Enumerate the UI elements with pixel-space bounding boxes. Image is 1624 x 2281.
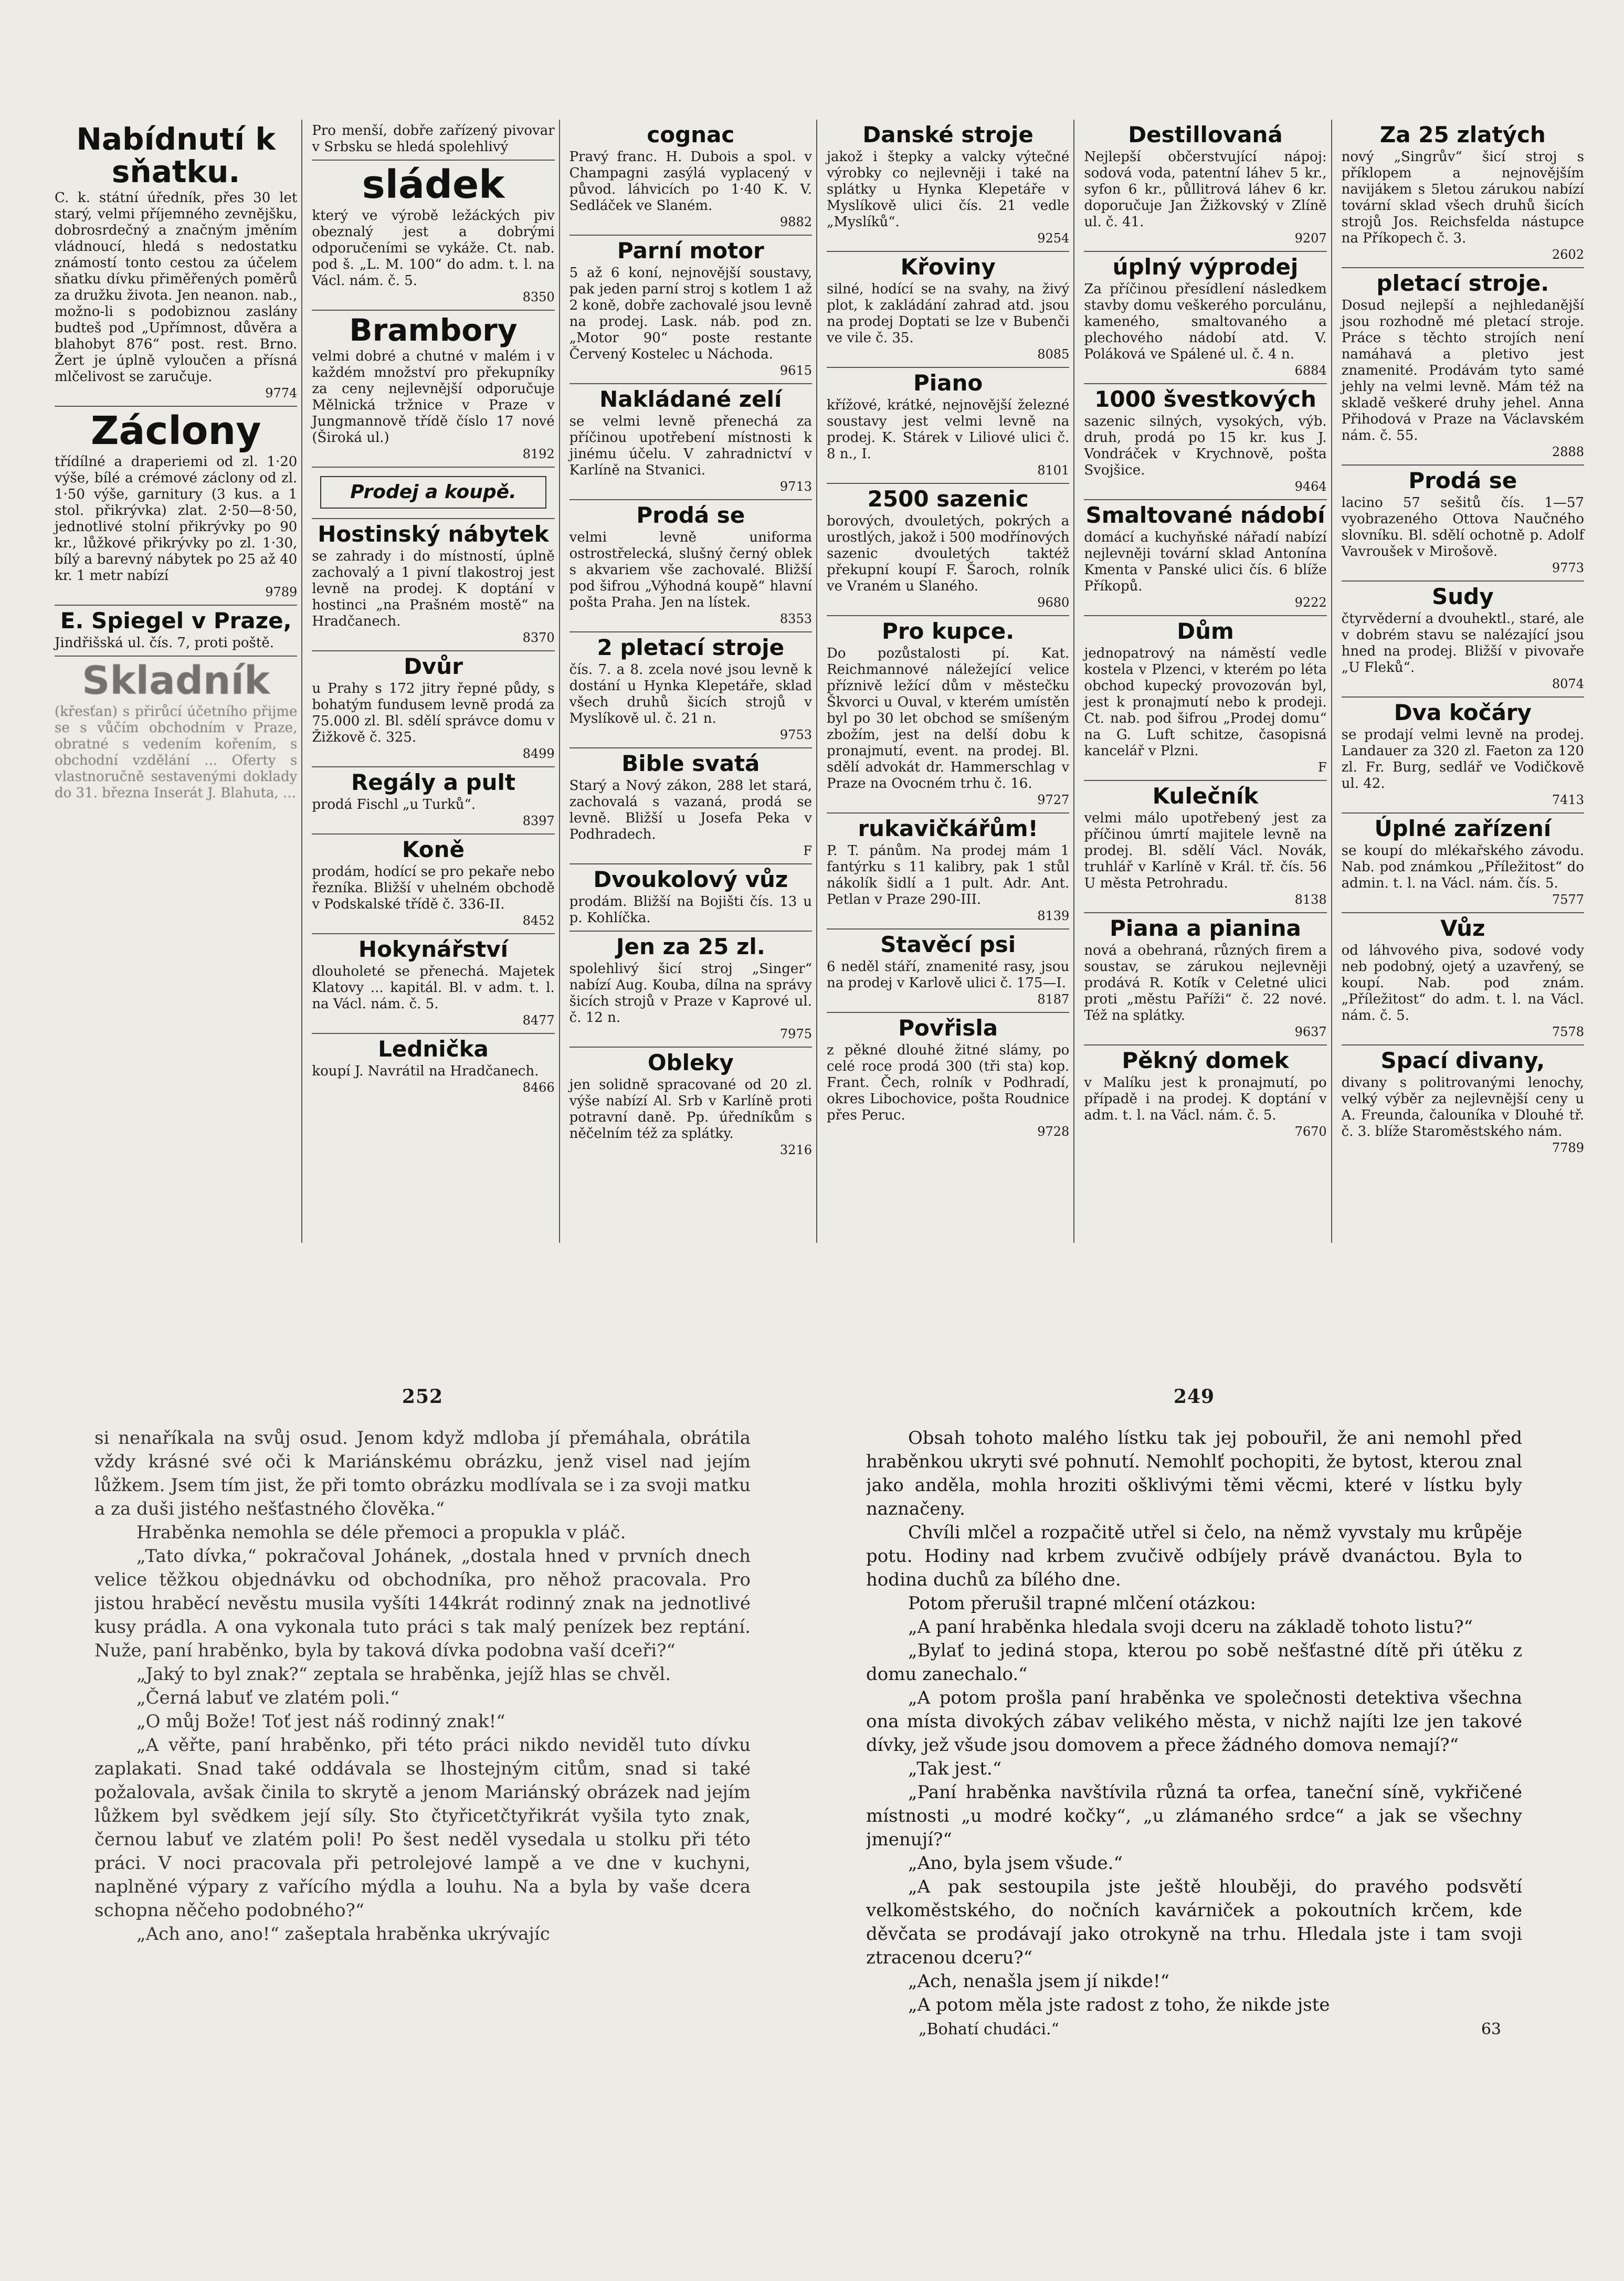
ad-number: 9680 (1037, 595, 1070, 610)
ad-number: 8350 (522, 290, 555, 304)
ad-number: 8101 (1037, 463, 1070, 478)
classified-ad (312, 767, 554, 835)
ad-headline: Prodej a koupě. (320, 476, 546, 509)
classified-ad (55, 657, 297, 806)
ad-body: který ve výrobě ležáckých piv obeznalý jest a dobrými odporučeními se vykáže. Ct. nab. pod š. „L. M. 100“ do adm. t. l. na Václ. nám. č. 5. (312, 208, 555, 289)
ad-number: 3216 (779, 1143, 812, 1157)
ad-number: 8085 (1037, 347, 1070, 362)
paragraph: Potom přerušil trapné mlčení otázkou: (908, 1593, 1256, 1614)
right-page-text (866, 1427, 1522, 2017)
paragraph: „Paní hraběnka navštívila různá ta orfea, taneční síně, vykřičené místnosti „u modré kočky“, „u zlámaného srdce“ a jak se všechny jmenují?“ (866, 1782, 1522, 1850)
classified-ad (312, 120, 554, 161)
ad-headline: Pěkný domek (1122, 1048, 1289, 1073)
ad-body: se zahrady i do místností, úplně zachovalý a 1 pivní tlakostroj jest levně na prodej. K doptání v hostinci „na Prašném mostě“ na Hradčanech. (312, 548, 555, 629)
ad-body: borových, dvouletých, pokrých a urostlých, jakož i 500 modřínových sazenic dvouletých taktéž překupní koupí F. Šaroch, rolník ve Vraném u Slaného. (826, 513, 1070, 594)
classified-ad (1342, 582, 1584, 698)
page-number-right: 249 (1173, 1386, 1215, 1408)
ad-column (822, 120, 1074, 1243)
ad-headline: Regály a pult (351, 769, 515, 795)
classified-ad (55, 120, 297, 407)
ad-number: 9222 (1294, 595, 1327, 610)
ad-number: 9464 (1294, 479, 1327, 494)
ad-body: koupí J. Navrátil na Hradčanech. (312, 1063, 539, 1079)
classified-ad (827, 484, 1069, 616)
classified-ad (827, 930, 1069, 1013)
ad-body: domácí a kuchyňské nářadí nabízí nejlevněji tovární sklad Antonína Kmenta v Panské ulici čís. 6 blíže Příkopů. (1084, 530, 1327, 594)
ad-body: Pro menší, dobře zařízený pivovar v Srbsku se hledá spolehlivý (312, 123, 555, 155)
paragraph: „Ano, byla jsem všude.“ (908, 1853, 1123, 1874)
ad-number: 8139 (1037, 909, 1070, 923)
classified-ad (55, 606, 297, 657)
ad-headline: Obleky (647, 1050, 734, 1075)
classified-ad (827, 814, 1069, 930)
left-page-text (94, 1427, 751, 1946)
paragraph: si nenaříkala na svůj osud. Jenom když mdloba jí přemáhala, obrátila vždy krásné své oči k Mariánskému obrázku, jenž visel nad jejím lůžkem. Jsem tím jist, že při tomto obrázku modlívala se i za svoji matku a za duši jistého nešťastného člověka.“ (94, 1428, 751, 1519)
ad-headline: Záclony (90, 408, 261, 453)
ad-body: 5 až 6 koní, nejnovější soustavy, pak jeden parní stroj s kotlem 1 až 2 koně, dobře zachovalé jsou levně na prodej. Lask. náb. pod zn. „Motor 90“ poste restante Červený Kostelec u Náchoda. (569, 265, 812, 362)
paragraph: „A potom měla jste radost z toho, že nikde jste (908, 1994, 1330, 2015)
classified-ad (570, 1048, 812, 1163)
ad-headline: Dvůr (404, 653, 463, 679)
ad-headline: Skladník (82, 658, 270, 703)
ad-body: Pravý franc. H. Dubois a spol. v Champagni zasýlá vyplacený v původ. láhvicích po 1·40 K. V. Sedláček ve Slaném. (569, 149, 812, 214)
classified-ad (1084, 120, 1326, 252)
classified-ad (570, 864, 812, 932)
classified-ad (827, 120, 1069, 252)
ad-number: 7578 (1552, 1025, 1584, 1039)
ad-number: 9773 (1552, 561, 1584, 575)
ad-headline: Stavěcí psi (880, 932, 1016, 957)
page-number-left: 252 (402, 1386, 444, 1408)
classified-ad (312, 1034, 554, 1100)
paragraph: „Tak jest.“ (908, 1758, 1002, 1779)
ad-column (1337, 120, 1588, 1243)
ad-body: silné, hodící se na svahy, na živý plot, k zakládání zahrad atd. jsou na prodej Doptati se lze v Bubenči ve vile č. 35. (826, 281, 1070, 346)
ad-body: (křesťan) s přirůcí účetního přijme se s vůčím obchodním v Praze, obratné s vedením kořením, s obchodní vzdělání ... Oferty s vlastnoručně sestavenými doklady do 31. března Inserát J. Blahuta, ... (55, 704, 298, 801)
ad-body: velmi málo upotřebený jest za příčinou úmrtí majitele levně na prodej. Bl. sdělí Václ. Novák, truhlář v Karlíně v Král. tř. čís. 56 U města Petrohradu. (1084, 810, 1327, 891)
ad-number: 7789 (1552, 1140, 1584, 1155)
classified-ad (312, 835, 554, 934)
ad-body: C. k. státní úředník, přes 30 let starý, velmi příjemného zevnějšku, dobrosrdečný a značným jměním vládnoucí, hledá s nedostatku známostí tonto cestou za účelem sňatku dívku přiměřených poměrů za družku života. Jen neanon. nab., možno-li s podobiznou zaslány budteš pod „Upřímnost, důvěra a blahobyt 876“ post. rest. Brno. Žert je úplně vyloučen a přísná mlčelivost se zaručuje. (55, 190, 298, 385)
ad-number: 7577 (1552, 892, 1584, 907)
ad-number: 2602 (1552, 247, 1584, 262)
ad-number: 7670 (1294, 1124, 1327, 1139)
ad-body: u Prahy s 172 jitry řepné půdy, s bohatým fundusem levně prodá za 75.000 zl. Bl. sdělí správce domu v Žižkově č. 325. (312, 681, 555, 745)
ad-headline: Jen za 25 zl. (616, 934, 765, 959)
paragraph: „Ach ano, ano!“ zašeptala hraběnka ukrývajíc (136, 1924, 550, 1945)
ad-headline: Dům (1177, 618, 1234, 644)
ad-body: nová a obehraná, různých firem a soustav, se zárukou nejlevněji prodává R. Kotík v Celetné ulici proti „městu Paříži“ č. 22 nové. Též na splátky. (1084, 943, 1327, 1023)
classified-ad (312, 519, 554, 651)
classified-ad (570, 632, 812, 748)
paragraph: Hraběnka nemohla se déle přemoci a propukla v pláč. (136, 1522, 626, 1543)
ad-headline: Dva kočáry (1394, 700, 1532, 725)
ad-body: velmi dobré a chutné v malém i v každém množství pro překupníky za ceny nejlevnější odporučuje Mělnická tržnice v Praze v Jungmannově třídě číslo 17 nové (Široká ul.) (312, 349, 555, 446)
ad-number: 9615 (779, 363, 812, 378)
ad-headline: Danské stroje (862, 122, 1034, 147)
ad-headline: Brambory (349, 312, 518, 348)
ad-number: 7413 (1552, 793, 1584, 807)
ad-number: 8477 (522, 1013, 555, 1028)
classified-ad (827, 368, 1069, 484)
footer-title: „Bohatí chudáci.“ (919, 2020, 1059, 2039)
classified-ad (1084, 252, 1326, 384)
ad-number: 9774 (265, 386, 298, 400)
paragraph: „O můj Bože! Toť jest náš rodinný znak!“ (136, 1711, 505, 1732)
classified-ad (1084, 500, 1326, 616)
ad-number: 8187 (1037, 992, 1070, 1007)
paragraph: Chvíli mlčel a rozpačitě utřel si čelo, na němž vyvstaly mu krůpěje potu. Hodiny nad krbem zvučivě odbíjely právě dvanáctou. Byla to hodina duchů za bílého dne. (866, 1522, 1522, 1590)
classified-ad (1342, 268, 1584, 466)
classified-ad (570, 384, 812, 500)
ad-headline: Bible svatá (621, 751, 760, 776)
ad-number: 8074 (1552, 677, 1584, 691)
ad-body: prodám. Bližší na Bojišti čís. 13 u p. Kohlíčka. (569, 894, 812, 926)
ad-number: 8353 (779, 611, 812, 626)
ad-headline: rukavičkářům! (858, 816, 1038, 841)
ad-headline: Nakládané zelí (599, 386, 782, 412)
paragraph: „Jaký to byl znak?“ zeptala se hraběnka, jejíž hlas se chvěl. (136, 1664, 671, 1685)
ad-body: čtyrvěderní a dvouhektl., staré, ale v dobrém stavu se nalézající jsou hned na prodej. Bližší v pivovaře „U Fleků“. (1341, 611, 1584, 675)
ad-headline: 2500 sazenic (867, 486, 1029, 512)
ad-headline: Lednička (378, 1036, 489, 1062)
ad-number: 9789 (265, 585, 298, 599)
ad-number: 8452 (522, 913, 555, 928)
ad-headline: Prodá se (1408, 468, 1517, 493)
book-pages (94, 1386, 1522, 2257)
ad-number: 9254 (1037, 231, 1070, 246)
ad-number: 9713 (779, 479, 812, 494)
classified-ad (827, 252, 1069, 368)
paragraph: „Bylať to jediná stopa, kterou po sobě nešťastné dítě při útěku z domu zanechalo.“ (866, 1640, 1522, 1685)
ad-headline: Koně (402, 837, 465, 862)
paragraph: „Černá labuť ve zlatém poli.“ (136, 1687, 399, 1708)
ad-body: spolehlivý šicí stroj „Singer“ nabízí Aug. Kouba, dílna na správy šicích strojů v Praze v Kaprové ul. č. 12 n. (569, 961, 812, 1026)
classified-ad (1084, 913, 1326, 1046)
classified-ad (312, 651, 554, 767)
ad-headline: Za 25 zlatých (1379, 122, 1546, 147)
ad-headline: Prodá se (636, 502, 745, 528)
ad-body: jen solidně spracované od 20 zl. výše nabízí Al. Srb v Karlíně proti potravní daně. Pp. úředníkům s něčelním též za splátky. (569, 1077, 812, 1142)
ad-headline: Křoviny (900, 254, 996, 280)
page-footer (866, 2020, 1522, 2039)
ad-number: 9728 (1037, 1124, 1070, 1139)
ad-column (308, 120, 560, 1243)
ad-headline: Vůz (1440, 915, 1485, 941)
ad-body: Starý a Nový zákon, 288 let stará, zachovalá s vazaná, prodá se levně. Bližší u Josefa Peka v Podhradech. (569, 778, 812, 842)
ad-body: křížové, krátké, nejnovější železné soustavy jest velmi levně na prodej. K. Stárek v Liliové ulici č. 8 n., I. (826, 397, 1070, 462)
ad-body: se koupí do mlékařského závodu. Nab. pod známkou „Příležitost“ do admin. t. l. na Václ. nám. čís. 5. (1341, 843, 1584, 891)
ad-body: čís. 7. a 8. zcela nové jsou levně k dostání u Hynka Klepetáře, sklad všech druhů šicích strojů v Myslíkově ul. č. 21 n. (569, 662, 812, 726)
ad-body: Za příčinou přesídlení následkem stavby domu veškerého porculánu, kameného, smaltovaného a plechového nádobí atd. V. Poláková ve Spálené ul. č. 4 n. (1084, 281, 1327, 362)
ad-body: prodám, hodící se pro pekaře nebo řezníka. Bližší v uhelném obchodě v Podskalské třídě č. 336-II. (312, 864, 555, 912)
ad-headline: 1000 švestkových (1094, 386, 1316, 412)
classified-ad (312, 161, 554, 311)
ad-body: Nejlepší občerstvující nápoj: sodová voda, patentní láhev 5 kr., syfon 6 kr., půllitrová láhev 6 kr. doporučuje Jan Žižkovský v Zlíně ul. č. 41. (1084, 149, 1327, 230)
ad-number: 6884 (1294, 363, 1327, 378)
ad-headline: Pro kupce. (882, 618, 1015, 644)
ad-headline: Povřisla (898, 1015, 998, 1041)
classified-ad (312, 468, 554, 519)
paragraph: Obsah tohoto malého lístku tak jej pobouřil, že ani nemohl před hraběnkou ukryti své pohnutí. Nemohlť pochopiti, že bytost, kterou znal jako anděla, mohla hroziti ošklivými těmi věcmi, které v lístku byly naznačeny. (866, 1428, 1522, 1519)
ad-body: sazenic silných, vysokých, výb. druh, prodá po 15 kr. kus J. Vondráček v Krychnově, pošta Svojšice. (1084, 414, 1327, 478)
classified-ad (1084, 384, 1326, 500)
ad-body: se velmi levně přenechá za příčinou upotřebení místnosti k jinému účelu. V zahradnictví v Karlíně na Stvanici. (569, 414, 812, 478)
ad-body: Jindřišská ul. čís. 7, proti poště. (55, 635, 274, 651)
classified-ad (55, 407, 297, 606)
ad-body: od láhvového piva, sodové vody neb podobný, ojetý a uzavřený, se koupí. Nab. pod znám. „Příležitost“ do adm. t. l. na Václ. nám. č. 5. (1341, 943, 1584, 1023)
ad-headline: E. Spiegel v Praze, (60, 608, 292, 633)
classified-ad (570, 236, 812, 384)
ad-headline: Piana a pianina (1110, 915, 1301, 941)
ad-headline: Kulečník (1152, 783, 1259, 809)
ad-headline: Spací divany, (1380, 1048, 1545, 1073)
ad-body: prodá Fischl „u Turků“. (312, 797, 476, 812)
paragraph: „Ach, nenašla jsem jí nikde!“ (908, 1971, 1169, 1992)
ad-headline: úplný výprodej (1112, 254, 1299, 280)
ad-number: F (1317, 760, 1327, 775)
ad-number: 8499 (522, 746, 555, 761)
classified-ad (570, 500, 812, 632)
ad-number: 8138 (1294, 892, 1327, 907)
ad-body: velmi levně uniforma ostrostřelecká, slušný černý oblek s akvariem vše zachovalé. Bližší pod šifrou „Výhodná koupě“ hlavní pošta Praha. Jen na lístek. (569, 530, 812, 610)
ad-headline: Parní motor (617, 238, 764, 263)
ad-body: v Malíku jest k pronajmutí, po případě i na prodej. K doptání v adm. t. l. na Václ. nám. č. 5. (1084, 1075, 1327, 1123)
ad-body: dlouholeté se přenechá. Majetek Klatovy ... kapitál. Bl. v adm. t. l. na Václ. nám. č. 5. (312, 964, 555, 1012)
ad-body: z pěkné dlouhé žitné slámy, po celé roce prodá 300 (tři sta) kop. Frant. Čech, rolník v Podhradí, okres Libochovice, pošta Roudnice přes Peruc. (826, 1042, 1070, 1123)
ad-number: 9207 (1294, 231, 1327, 246)
ad-body: jakož i štepky a valcky výtečné výrobky co nejlevněji i také na splátky u Hynka Klepetáře v Myslíkově ulici čís. 21 vedle „Myslíků“. (826, 149, 1070, 230)
ad-number: F (803, 843, 812, 858)
ad-number: 9753 (779, 727, 812, 742)
ad-body: Do pozůstalosti pí. Kat. Reichmannové náležející velice příznivě ležící dům v městečku Škvorci u Ouval, v kterém umístěn byl po 30 let obchod se smíšeným zbožím, jest na delší dobu k pronajmutí, event. na prodej. Bl. sdělí advokát dr. Hammerschlag v Praze na Ovocném trhu č. 16. (826, 646, 1070, 791)
ad-body: třídílné a draperiemi od zl. 1·20 výše, bílé a crémové záclony od zl. 1·50 výše, garnitury (3 kus. a 1 stol. přikrývka) zlat. 2·50—8·50, jednotlivé stolní přikrývky po 90 kr., lůžkové přikrývky po zl. 1·30, bílý a barevný nábytek po 25 až 40 kr. 1 metr nabízí (55, 454, 298, 584)
ad-number: 8192 (522, 447, 555, 461)
ad-headline: cognac (647, 122, 735, 147)
ad-body: Dosud nejlepší a nejhledanější jsou rozhodně mé pletací stroje. Práce s těchto strojích není namáhavá a pletivo jest znamenité. Prodávám tyto samé jehly na velmi levně. Mám též na skladě veškeré druhy jehel. Anna Přihodová v Praze na Václavském nám. č. 55. (1341, 298, 1584, 443)
ad-headline: Dvoukolový vůz (593, 867, 788, 892)
classified-ad (1342, 913, 1584, 1046)
ad-number: 9882 (779, 215, 812, 229)
ad-column (565, 120, 817, 1243)
footer-signature: 63 (1481, 2020, 1501, 2039)
classified-ad (827, 1013, 1069, 1144)
classified-ad (1084, 616, 1326, 781)
ad-column (50, 120, 302, 1243)
ad-body: divany s politrovanými lenochy, velký výběr za nejlevnější ceny u A. Freunda, čalouníka v Dlouhé tř. č. 3. blíže Staroměstského nám. (1341, 1075, 1584, 1139)
ad-headline: sládek (362, 162, 505, 207)
ad-number: 8397 (522, 814, 555, 828)
ad-body: P. T. pánům. Na prodej mám 1 fantýrku s 11 kalibry, pak 1 stůl nákolík šidlí a 1 pult. Adr. Ant. Petlan v Praze 290-III. (826, 843, 1070, 907)
ad-number: 9637 (1294, 1025, 1327, 1039)
ad-headline: Smaltované nádobí (1085, 502, 1325, 528)
paragraph: „A pak sestoupila jste ještě hlouběji, do pravého podsvětí velkoměstského, do nočních kavárniček a pokoutních krčem, kde děvčata se prodávají jako otrokyně na trhu. Hledala jste i tam svoji ztracenou dceru?“ (866, 1876, 1522, 1968)
classified-ad (312, 934, 554, 1034)
ad-headline: Sudy (1432, 584, 1494, 609)
ad-number: 9727 (1037, 793, 1070, 807)
classified-ad (570, 932, 812, 1048)
ad-headline: Destillovaná (1128, 122, 1283, 147)
classified-ad (1342, 1046, 1584, 1160)
ad-body: se prodají velmi levně na prodej. Landauer za 320 zl. Faeton za 120 zl. Fr. Burg, sedlář ve Vodičkově ul. 42. (1341, 727, 1584, 791)
classified-ad (1084, 1046, 1326, 1144)
ad-headline: 2 pletací stroje (597, 635, 785, 660)
classified-ad (827, 616, 1069, 814)
paragraph: „Tato dívka,“ pokračoval Johánek, „dostala hned v prvních dnech velice těžkou objednávku od obchodníka, pro něhož pracovala. Pro jistou hraběcí nevěstu musila vyšíti 144krát rodinný znak na jednotlivé kusy prádla. A ona vykonala tuto práci s tak malý penízek bez reptání. Nuže, paní hraběnko, byla by taková dívka podobna vaší dceři?“ (94, 1546, 751, 1661)
classified-ad (1342, 120, 1584, 268)
classified-ad (1342, 466, 1584, 582)
ad-number: 8370 (522, 630, 555, 645)
classified-ad (1342, 814, 1584, 913)
ad-column (1080, 120, 1332, 1243)
ad-headline: Nabídnutí k sňatku. (76, 121, 276, 189)
classified-ad (1084, 781, 1326, 913)
paragraph: „A paní hraběnka hledala svoji dceru na základě tohoto listu?“ (908, 1617, 1473, 1638)
ad-headline: Hokynářství (358, 936, 509, 962)
ad-body: nový „Singrův“ šicí stroj s příklopem a nejnovějším navijákem s 5letou zárukou nabízí tovární sklad všech druhů šicích strojů Jos. Reichsfelda nástupce na Příkopech č. 3. (1341, 149, 1584, 246)
classified-ad (570, 748, 812, 864)
classified-ad (312, 311, 554, 468)
ad-body: jednopatrový na náměstí vedle kostela v Plzenci, v kterém po léta obchod kupecký provozován byl, jest k pronajmutí nebo k prodeji. Ct. nab. pod šifrou „Prodej domu“ na G. Luft schitze, časopisná kancelář v Plzni. (1084, 646, 1327, 759)
classified-ad (570, 120, 812, 236)
ad-body: lacino 57 sešitů čís. 1—57 vyobrazeného Ottova Naučného slovníku. Bl. sdělí ochotně p. Adolf Vavroušek v Mirošově. (1341, 495, 1584, 559)
classified-ad (1342, 698, 1584, 814)
right-page (866, 1386, 1522, 2257)
ad-number: 7975 (779, 1027, 812, 1041)
ad-number: 2888 (1552, 445, 1584, 459)
advertisement-section (50, 120, 1588, 1243)
paragraph: „A potom prošla paní hraběnka ve společnosti detektiva všechna ona místa divokých zábav velikého města, v nichž najíti lze jen takové dívky, jež všude jsou domovem a přece žádného domova nemají?“ (866, 1687, 1522, 1756)
ad-number: 8466 (522, 1080, 555, 1095)
ad-headline: Hostinský nábytek (318, 521, 549, 547)
ad-headline: pletací stroje. (1376, 270, 1549, 296)
left-page (94, 1386, 751, 2257)
ad-headline: Piano (913, 370, 983, 396)
ad-body: 6 neděl stáří, znamenité rasy, jsou na prodej v Karlově ulici č. 175—I. (826, 959, 1070, 991)
paragraph: „A věřte, paní hraběnko, při této práci nikdo neviděl tuto dívku zaplakati. Snad také oddávala se lhostejným citům, snad si také požalovala, avšak činila to skrytě a jenom Mariánský obrázek nad jejím lůžkem byl svědkem její síly. Sto čtyřicetčtyřikrát vyšila tyto znak, černou labuť ve zlatém poli! Po šest neděl vysedala u stolku při této práci. V noci pracovala při petrolejové lampě a ve dne v kuchyni, naplněné výpary z vařícího mýdla a louhu. Na a byla by vaše dcera schopna něčeho podobného?“ (94, 1735, 751, 1921)
ad-headline: Úplné zařízení (1374, 816, 1552, 841)
